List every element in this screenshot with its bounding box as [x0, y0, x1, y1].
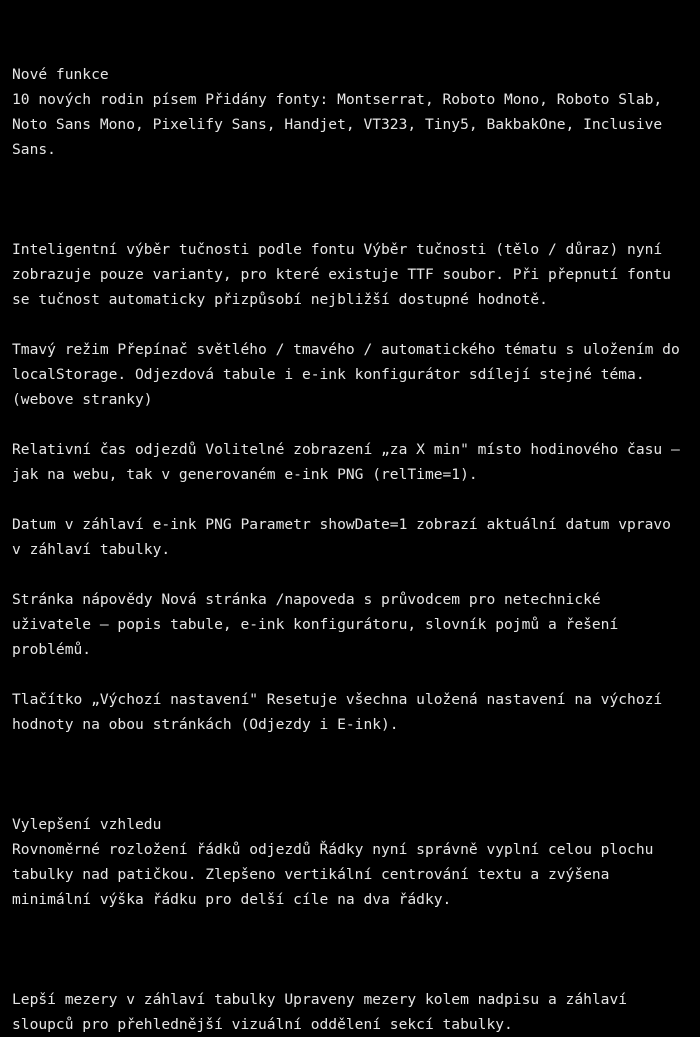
section-heading: Vylepšení vzhledu: [12, 816, 162, 833]
changelog-item: Tmavý režim Přepínač světlého / tmavého / automatického tématu s uložením do localStorage. Odjezdová tabule i e-ink konfigurátor sdílejí stejné téma. (webove stranky): [12, 341, 689, 408]
section-heading: Nové funkce: [12, 66, 109, 83]
changelog-item: Tlačítko „Výchozí nastavení" Resetuje všechna uložená nastavení na výchozí hodnoty na obou stránkách (Odjezdy i E-ink).: [12, 691, 671, 733]
changelog-item: 10 nových rodin písem Přidány fonty: Montserrat, Roboto Mono, Roboto Slab, Noto Sans Mono, Pixelify Sans, Handjet, VT323, Tiny5, BakbakOne, Inclusive Sans.: [12, 91, 671, 158]
changelog-item: Stránka nápovědy Nová stránka /napoveda s průvodcem pro netechnické uživatele — popis tabule, e-ink konfigurátoru, slovník pojmů a řešení problémů.: [12, 591, 628, 658]
changelog-item: Datum v záhlaví e-ink PNG Parametr showDate=1 zobrazí aktuální datum vpravo v záhlaví tabulky.: [12, 516, 680, 558]
changelog-section-new-features: [12, 12, 688, 212]
changelog-item: Inteligentní výběr tučnosti podle fontu Výběr tučnosti (tělo / důraz) nyní zobrazuje pouze varianty, pro které existuje TTF soubor. Při přepnutí fontu se tučnost automaticky přizpůsobí nejbližší dostupné hodnotě.: [12, 241, 680, 308]
changelog-item: Relativní čas odjezdů Volitelné zobrazení „za X min" místo hodinového času — jak na webu, tak v generovaném e-ink PNG (relTime=1).: [12, 441, 689, 483]
changelog-section-visual-improvements: [12, 762, 688, 962]
changelog-item: Rovnoměrné rozložení řádků odjezdů Řádky nyní správně vyplní celou plochu tabulky nad patičkou. Zlepšeno vertikální centrování textu a zvýšena minimální výška řádku pro delší cíle na dva řádky.: [12, 841, 663, 908]
changelog-item: Lepší mezery v záhlaví tabulky Upraveny mezery kolem nadpisu a záhlaví sloupců pro přehlednější vizuální oddělení sekcí tabulky.: [12, 991, 636, 1033]
